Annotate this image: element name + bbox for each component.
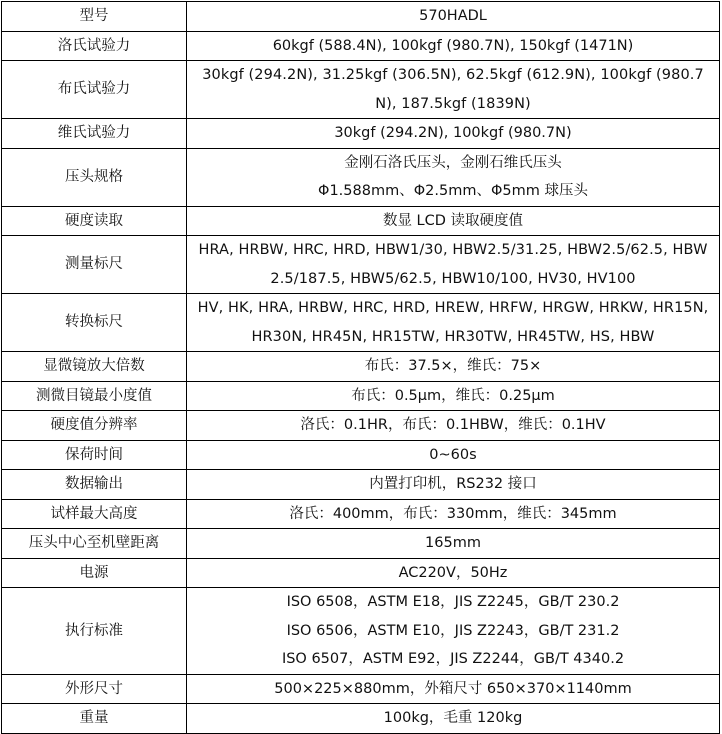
row-value: 30kgf (294.2N), 31.25kgf (306.5N), 62.5kgf (612.9N), 100kgf (980.7N), 187.5kgf (1839N): [187, 61, 720, 119]
row-value-line: Φ1.588mm、Φ2.5mm、Φ5mm 球压头: [318, 183, 588, 199]
row-label: 维氏试验力: [2, 119, 187, 149]
row-label: 转换标尺: [2, 294, 187, 352]
row-value: [187, 148, 720, 206]
spec-table: [1, 1, 720, 734]
row-label: 数据输出: [2, 470, 187, 500]
row-label: 硬度读取: [2, 206, 187, 236]
row-value-line: 金刚石洛氏压头，金刚石维氏压头: [344, 154, 562, 171]
table-row: [2, 704, 720, 734]
row-label: 测量标尺: [2, 236, 187, 294]
row-value: 30kgf (294.2N), 100kgf (980.7N): [187, 119, 720, 149]
row-value: 100kg，毛重 120kg: [187, 704, 720, 734]
table-row: [2, 558, 720, 588]
row-label: 型号: [2, 2, 187, 32]
row-value: 500×225×880mm，外箱尺寸 650×370×1140mm: [187, 674, 720, 704]
table-row: [2, 674, 720, 704]
row-label: 硬度值分辨率: [2, 411, 187, 441]
table-row: [2, 411, 720, 441]
row-label: 外形尺寸: [2, 674, 187, 704]
row-label: 执行标准: [2, 588, 187, 675]
row-value: AC220V，50Hz: [187, 558, 720, 588]
row-value-line: ISO 6506，ASTM E10，JIS Z2243，GB/T 231.2: [286, 622, 620, 639]
row-value: [187, 588, 720, 675]
row-value: 60kgf (588.4N), 100kgf (980.7N), 150kgf (1471N): [187, 31, 720, 61]
row-label: 压头规格: [2, 148, 187, 206]
table-row: [2, 119, 720, 149]
row-value-line: ISO 6507，ASTM E92，JIS Z2244，GB/T 4340.2: [281, 651, 625, 667]
table-row: [2, 61, 720, 119]
row-value: 数显 LCD 读取硬度值: [187, 206, 720, 236]
row-value: 0~60s: [187, 440, 720, 470]
table-row: [2, 529, 720, 559]
row-label: 测微目镜最小度值: [2, 381, 187, 411]
table-row: [2, 31, 720, 61]
row-label: 压头中心至机壁距离: [2, 529, 187, 559]
row-label: 布氏试验力: [2, 61, 187, 119]
table-row: [2, 352, 720, 382]
row-label: 电源: [2, 558, 187, 588]
row-value: 布氏：37.5×，维氏：75×: [187, 352, 720, 382]
row-label: 洛氏试验力: [2, 31, 187, 61]
row-value: 洛氏：0.1HR，布氏：0.1HBW，维氏：0.1HV: [187, 411, 720, 441]
table-row: [2, 588, 720, 675]
table-row: [2, 148, 720, 206]
row-value: 洛氏：400mm，布氏：330mm，维氏：345mm: [187, 499, 720, 529]
row-label: 试样最大高度: [2, 499, 187, 529]
table-row: [2, 470, 720, 500]
row-value: HV, HK, HRA, HRBW, HRC, HRD, HREW, HRFW, HRGW, HRKW, HR15N, HR30N, HR45N, HR15TW, HR30TW, HR45TW, HS, HBW: [187, 294, 720, 352]
table-row: [2, 2, 720, 32]
row-label: 显微镜放大倍数: [2, 352, 187, 382]
table-row: [2, 206, 720, 236]
row-label: 保荷时间: [2, 440, 187, 470]
table-row: [2, 499, 720, 529]
row-value: 570HADL: [187, 2, 720, 32]
table-row: [2, 236, 720, 294]
table-row: [2, 294, 720, 352]
row-value-line: ISO 6508，ASTM E18，JIS Z2245，GB/T 230.2: [286, 594, 620, 610]
row-value: 165mm: [187, 529, 720, 559]
row-label: 重量: [2, 704, 187, 734]
row-value: 布氏：0.5μm，维氏：0.25μm: [187, 381, 720, 411]
table-row: [2, 440, 720, 470]
row-value: HRA, HRBW, HRC, HRD, HBW1/30, HBW2.5/31.25, HBW2.5/62.5, HBW2.5/187.5, HBW5/62.5, HBW10/100, HV30, HV100: [187, 236, 720, 294]
row-value: 内置打印机，RS232 接口: [187, 470, 720, 500]
table-row: [2, 381, 720, 411]
